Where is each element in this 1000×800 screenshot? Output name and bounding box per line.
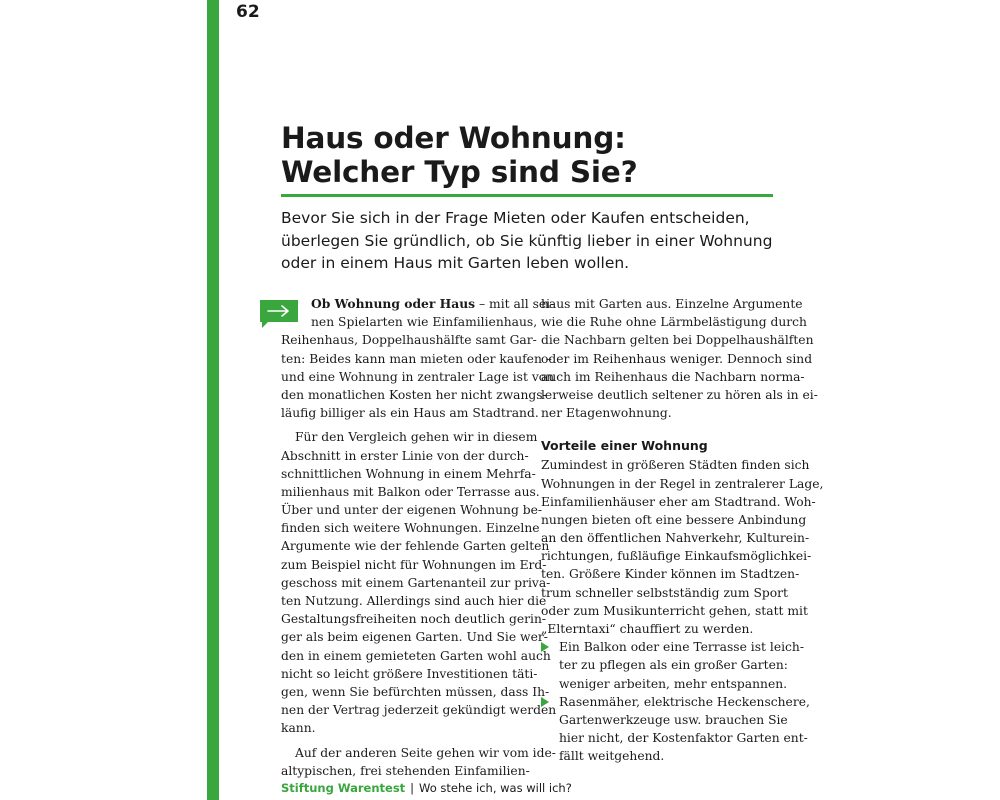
title-underline [281,194,773,197]
text-line: auch im Reihenhaus die Nachbarn norma- [541,369,805,384]
footer-brand: Stiftung Warentest [281,781,406,795]
text-line: geschoss mit einem Gartenanteil zur priva- [281,575,551,590]
text-line: richtungen, fußläufige Einkaufsmöglichkei- [541,549,812,564]
footer-separator: | [410,781,415,795]
text-line: ger als beim eigenen Garten. Und Sie wer- [281,630,548,645]
text-line: weniger arbeiten, mehr entspannen. [559,676,788,691]
text-column-right [541,295,824,766]
lead-line: überlegen Sie gründlich, ob Sie künftig lieber in einer Wohnung [281,231,773,250]
text-column-left [281,295,557,780]
text-line: haus mit Garten aus. Einzelne Argumente [541,297,803,311]
text-line: Für den Vergleich gehen wir in diesem [295,430,538,445]
text-line: und eine Wohnung in zentraler Lage ist von [281,369,555,384]
title-line: Welcher Typ sind Sie? [281,155,638,189]
text-line: lerweise deutlich seltener zu hören als in ei- [541,387,818,402]
text-line: Abschnitt in erster Linie von der durch- [281,448,529,463]
text-line: Wohnungen in der Regel in zentralerer Lage, [541,476,824,491]
text-line: Gestaltungsfreiheiten noch deutlich gerin- [281,612,547,627]
list-item [541,638,804,693]
text-line: nicht so leicht größere Investitionen täti- [281,666,538,681]
text-line: Einfamilienhäuser eher am Stadtrand. Woh- [541,494,816,509]
text-line: zum Beispiel nicht für Wohnungen im Erd- [281,557,547,572]
footer-chapter: Wo stehe ich, was will ich? [419,781,572,795]
text-line: ten: Beides kann man mieten oder kaufen – [281,351,552,366]
title-line: Haus oder Wohnung: [281,121,626,155]
text-line: nen der Vertrag jederzeit gekündigt werden [281,703,557,718]
text-line: „Elterntaxi“ chauffiert zu werden. [541,622,754,636]
text-line: Zumindest in größeren Städten finden sich [541,458,810,473]
text-line: ter zu pflegen als ein großer Garten: [559,658,788,673]
margin-accent-bar [207,0,219,800]
text-line: fällt weitgehend. [559,749,665,764]
text-line: läufig billiger als ein Haus am Stadtrand. [281,406,539,421]
text-fragment: – mit all sei- [475,297,555,311]
text-line: Gartenwerkzeuge usw. brauchen Sie [559,712,788,727]
text-line: den monatlichen Kosten her nicht zwangs- [281,387,547,402]
page-title [281,121,801,189]
text-line: hier nicht, der Kostenfaktor Garten ent- [559,731,808,746]
text-line: die Nachbarn gelten bei Doppelhaushälften [541,333,814,348]
text-line [281,295,555,313]
text-line: altypischen, frei stehenden Einfamilien- [281,763,530,778]
text-line: Reihenhaus, Doppelhaushälfte samt Gar- [281,333,537,348]
lead-paragraph [281,207,781,275]
text-line: Rasenmäher, elektrische Heckenschere, [559,694,810,709]
text-line: Über und unter der eigenen Wohnung be- [281,503,543,518]
list-item [541,693,810,766]
text-line: milienhaus mit Balkon oder Terrasse aus. [281,484,540,499]
section-subheading: Vorteile einer Wohnung [541,438,708,454]
text-line: ner Etagenwohnung. [541,406,672,421]
lead-line: oder in einem Haus mit Garten leben wollen. [281,254,630,272]
text-line: kann. [281,721,316,736]
text-line: oder zum Musikunterricht gehen, statt mit [541,603,808,618]
text-line: wie die Ruhe ohne Lärmbelästigung durch [541,315,807,330]
text-line: trum schneller selbstständig zum Sport [541,585,788,600]
page-number: 62 [236,2,260,22]
text-line: gen, wenn Sie befürchten müssen, dass Ih- [281,684,550,699]
text-line: finden sich weitere Wohnungen. Einzelne [281,521,540,536]
text-line: ten. Größere Kinder können im Stadtzen- [541,567,800,582]
text-line: nen Spielarten wie Einfamilienhaus, [311,315,538,330]
text-line: oder im Reihenhaus weniger. Dennoch sind [541,351,813,366]
text-line: nungen bieten oft eine bessere Anbindung [541,512,807,527]
triangle-bullet-icon [541,642,549,652]
text-line: Argumente wie der fehlende Garten gelten [281,539,550,554]
text-line: ten Nutzung. Allerdings sind auch hier die [281,594,547,608]
text-line: Ein Balkon oder eine Terrasse ist leich- [559,640,804,655]
lead-line: Bevor Sie sich in der Frage Mieten oder Kaufen entscheiden, [281,209,750,227]
page-footer [281,781,572,795]
text-line: den in einem gemieteten Garten wohl auch [281,648,551,663]
text-line: Auf der anderen Seite gehen wir vom ide- [295,745,556,760]
text-line: schnittlichen Wohnung in einem Mehrfa- [281,466,536,481]
text-line: an den öffentlichen Nahverkehr, Kulturein- [541,531,810,546]
paragraph-lead-in: Ob Wohnung oder Haus [311,296,476,311]
triangle-bullet-icon [541,697,549,707]
